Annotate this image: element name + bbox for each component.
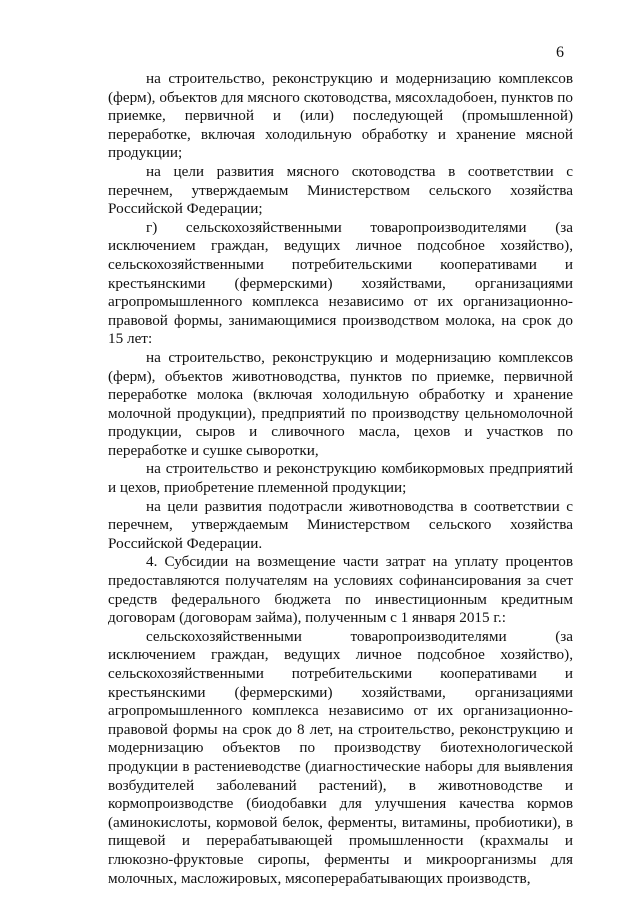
- paragraph-dairy-construction: на строительство, реконструкцию и модернизацию комплексов (ферм), объектов животноводства, пунктов по приемке, первичной переработке молока (включая холодильную обработку и хранение молочной продукции), предприятий по производству цельномолочной продукции, сыров и сливочного масла, цехов и участков по переработке и сушке сыворотки,: [108, 348, 573, 459]
- paragraph-meat-construction: на строительство, реконструкцию и модернизацию комплексов (ферм), объектов для мясного скотоводства, мясохладобоен, пунктов по приемке, первичной и (или) последующей (промышленной) переработке, включая холодильную обработку и хранение мясной продукции;: [108, 70, 573, 162]
- page-number: 6: [556, 44, 564, 61]
- paragraph-livestock-development: на цели развития подотрасли животноводства в соответствии с перечнем, утверждаемым Министерством сельского хозяйства Российской Федерации.: [108, 497, 573, 552]
- paragraph-feed-mills: на строительство и реконструкцию комбикормовых предприятий и цехов, приобретение племенной продукции;: [108, 460, 573, 497]
- paragraph-biotech: сельскохозяйственными товаропроизводителями (за исключением граждан, ведущих личное подсобное хозяйство), сельскохозяйственными потребительскими кооперативами и крестьянскими (фермерскими) хозяйствами, организациями агропромышленного комплекса независимо от их организационно-правовой формы на срок до 8 лет, на строительство, реконструкцию и модернизацию объектов по производству биотехнологической продукции в растениеводстве (диагностические наборы для выявления возбудителей заболеваний растений), в животноводстве и кормопроизводстве (биодобавки для улучшения качества кормов (аминокислоты, кормовой белок, ферменты, витамины, пробиотики), в пищевой и перерабатывающей промышленности (крахмалы и глюкозно-фруктовые сиропы, ферменты и микроорганизмы для молочных, масложировых, мясоперерабатывающих производств,: [108, 627, 573, 887]
- document-body: [108, 70, 573, 888]
- paragraph-section-4: 4. Субсидии на возмещение части затрат на уплату процентов предоставляются получателям на условиях софинансирования за счет средств федерального бюджета по инвестиционным кредитным договорам (договорам займа), полученным с 1 января 2015 г.:: [108, 553, 573, 627]
- paragraph-meat-development: на цели развития мясного скотоводства в соответствии с перечнем, утверждаемым Министерством сельского хозяйства Российской Федерации;: [108, 162, 573, 218]
- paragraph-item-g: г) сельскохозяйственными товаропроизводителями (за исключением граждан, ведущих личное подсобное хозяйство), сельскохозяйственными потребительскими кооперативами и крестьянскими (фермерскими) хозяйствами, организациями агропромышленного комплекса независимо от их организационно-правовой формы, занимающимися производством молока, на срок до 15 лет:: [108, 218, 573, 348]
